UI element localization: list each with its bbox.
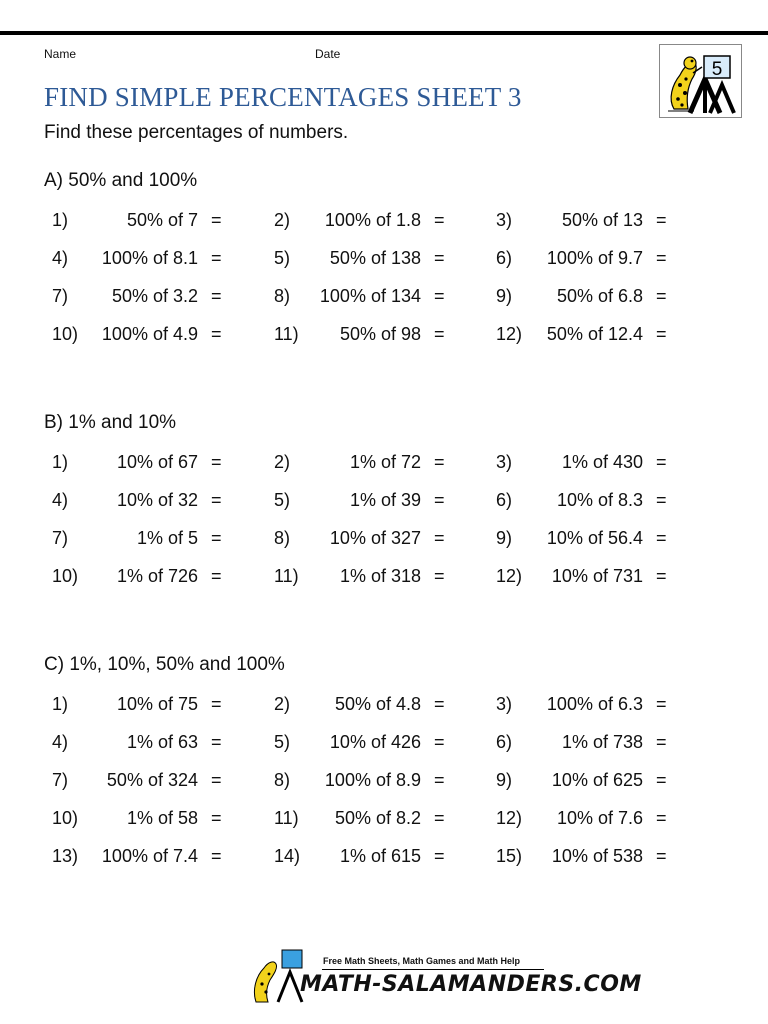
equals-sign: = bbox=[656, 324, 667, 344]
problem-row bbox=[0, 210, 768, 238]
problem-expression: 10% of 538 bbox=[551, 846, 643, 866]
problem-number: 9) bbox=[496, 770, 513, 790]
problem-expression: 100% of 134 bbox=[319, 286, 421, 306]
problem-number: 8) bbox=[274, 286, 291, 306]
problem-row bbox=[0, 566, 768, 594]
problem-number: 10) bbox=[52, 808, 79, 828]
equals-sign: = bbox=[211, 770, 222, 790]
problem-number: 2) bbox=[274, 694, 291, 714]
problem-row bbox=[0, 248, 768, 276]
problem-row bbox=[0, 490, 768, 518]
problem-expression: 10% of 56.4 bbox=[546, 528, 643, 548]
equals-sign: = bbox=[434, 248, 445, 268]
problem-number: 10) bbox=[52, 324, 79, 344]
logo-number: 5 bbox=[711, 59, 723, 80]
problem-number: 9) bbox=[496, 528, 513, 548]
problem-number: 11) bbox=[274, 324, 299, 344]
problem-expression: 1% of 318 bbox=[339, 566, 421, 586]
problem-number: 8) bbox=[274, 770, 291, 790]
problem-number: 6) bbox=[496, 732, 513, 752]
section-c-heading: C) 1%, 10%, 50% and 100% bbox=[44, 654, 285, 675]
equals-sign: = bbox=[656, 248, 667, 268]
equals-sign: = bbox=[211, 286, 222, 306]
problem-number: 9) bbox=[496, 286, 513, 306]
problem-number: 3) bbox=[496, 210, 513, 230]
problem-expression: 1% of 58 bbox=[126, 808, 198, 828]
problem-number: 13) bbox=[52, 846, 79, 866]
problem-expression: 50% of 13 bbox=[561, 210, 643, 230]
problem-number: 2) bbox=[274, 210, 291, 230]
equals-sign: = bbox=[656, 808, 667, 828]
equals-sign: = bbox=[211, 694, 222, 714]
equals-sign: = bbox=[434, 846, 445, 866]
problem-expression: 10% of 75 bbox=[116, 694, 198, 714]
equals-sign: = bbox=[434, 528, 445, 548]
problem-expression: 1% of 5 bbox=[136, 528, 198, 548]
footer-divider bbox=[322, 969, 544, 970]
problem-expression: 10% of 7.6 bbox=[556, 808, 643, 828]
problem-number: 10) bbox=[52, 566, 79, 586]
problem-number: 1) bbox=[52, 694, 69, 714]
problem-expression: 100% of 9.7 bbox=[546, 248, 643, 268]
problem-expression: 10% of 32 bbox=[116, 490, 198, 510]
problem-number: 8) bbox=[274, 528, 291, 548]
problem-number: 1) bbox=[52, 452, 69, 472]
salamander-logo bbox=[659, 44, 742, 118]
problem-row bbox=[0, 770, 768, 798]
problem-row bbox=[0, 694, 768, 722]
equals-sign: = bbox=[434, 566, 445, 586]
equals-sign: = bbox=[211, 490, 222, 510]
problem-number: 7) bbox=[52, 770, 69, 790]
problem-expression: 50% of 8.2 bbox=[334, 808, 421, 828]
equals-sign: = bbox=[656, 732, 667, 752]
problem-number: 12) bbox=[496, 324, 523, 344]
equals-sign: = bbox=[656, 286, 667, 306]
equals-sign: = bbox=[656, 452, 667, 472]
problem-number: 11) bbox=[274, 566, 299, 586]
problem-expression: 100% of 8.1 bbox=[101, 248, 198, 268]
equals-sign: = bbox=[434, 732, 445, 752]
equals-sign: = bbox=[211, 846, 222, 866]
problem-expression: 50% of 98 bbox=[339, 324, 421, 344]
problem-expression: 10% of 8.3 bbox=[556, 490, 643, 510]
problem-number: 5) bbox=[274, 490, 291, 510]
problem-row bbox=[0, 528, 768, 556]
problem-number: 7) bbox=[52, 528, 69, 548]
problem-expression: 10% of 625 bbox=[551, 770, 643, 790]
footer-tagline: Free Math Sheets, Math Games and Math Help bbox=[323, 956, 521, 966]
problem-number: 12) bbox=[496, 566, 523, 586]
equals-sign: = bbox=[656, 770, 667, 790]
equals-sign: = bbox=[656, 846, 667, 866]
problem-expression: 10% of 731 bbox=[551, 566, 643, 586]
problem-expression: 10% of 67 bbox=[116, 452, 198, 472]
problem-expression: 1% of 726 bbox=[116, 566, 198, 586]
equals-sign: = bbox=[434, 324, 445, 344]
problem-expression: 100% of 1.8 bbox=[324, 210, 421, 230]
instructions: Find these percentages of numbers. bbox=[44, 122, 349, 143]
equals-sign: = bbox=[656, 210, 667, 230]
problem-expression: 100% of 7.4 bbox=[101, 846, 198, 866]
equals-sign: = bbox=[211, 528, 222, 548]
date-label: Date bbox=[315, 47, 341, 61]
problem-number: 3) bbox=[496, 452, 513, 472]
section-a-heading: A) 50% and 100% bbox=[44, 170, 198, 191]
problem-number: 12) bbox=[496, 808, 523, 828]
problem-expression: 1% of 430 bbox=[561, 452, 643, 472]
problem-expression: 10% of 426 bbox=[329, 732, 421, 752]
equals-sign: = bbox=[434, 286, 445, 306]
problem-expression: 1% of 39 bbox=[349, 490, 421, 510]
problem-expression: 50% of 324 bbox=[106, 770, 198, 790]
salamander-icon bbox=[660, 45, 741, 117]
problem-expression: 100% of 6.3 bbox=[546, 694, 643, 714]
equals-sign: = bbox=[211, 808, 222, 828]
problem-expression: 50% of 6.8 bbox=[556, 286, 643, 306]
problem-row bbox=[0, 324, 768, 352]
problem-number: 2) bbox=[274, 452, 291, 472]
equals-sign: = bbox=[211, 732, 222, 752]
equals-sign: = bbox=[211, 566, 222, 586]
problem-row bbox=[0, 732, 768, 760]
problem-row bbox=[0, 286, 768, 314]
equals-sign: = bbox=[656, 528, 667, 548]
problem-number: 4) bbox=[52, 490, 69, 510]
section-b-heading: B) 1% and 10% bbox=[44, 412, 177, 433]
problem-expression: 50% of 4.8 bbox=[334, 694, 421, 714]
problem-number: 7) bbox=[52, 286, 69, 306]
equals-sign: = bbox=[211, 248, 222, 268]
problem-number: 15) bbox=[496, 846, 523, 866]
problem-expression: 50% of 3.2 bbox=[111, 286, 198, 306]
equals-sign: = bbox=[211, 210, 222, 230]
equals-sign: = bbox=[434, 808, 445, 828]
equals-sign: = bbox=[211, 452, 222, 472]
problem-number: 5) bbox=[274, 248, 291, 268]
problem-row bbox=[0, 808, 768, 836]
problem-expression: 1% of 738 bbox=[561, 732, 643, 752]
problem-expression: 50% of 12.4 bbox=[546, 324, 643, 344]
problem-number: 14) bbox=[274, 846, 301, 866]
problem-expression: 1% of 615 bbox=[339, 846, 421, 866]
equals-sign: = bbox=[211, 324, 222, 344]
footer-brand: MATH-SALAMANDERS.COM bbox=[300, 972, 642, 997]
problem-row bbox=[0, 846, 768, 874]
problem-number: 1) bbox=[52, 210, 69, 230]
equals-sign: = bbox=[656, 490, 667, 510]
equals-sign: = bbox=[434, 490, 445, 510]
problem-number: 6) bbox=[496, 490, 513, 510]
problem-number: 5) bbox=[274, 732, 291, 752]
problem-expression: 1% of 72 bbox=[349, 452, 421, 472]
problem-row bbox=[0, 452, 768, 480]
problem-expression: 50% of 7 bbox=[126, 210, 198, 230]
problem-expression: 100% of 4.9 bbox=[101, 324, 198, 344]
equals-sign: = bbox=[434, 694, 445, 714]
top-rule bbox=[0, 31, 768, 35]
equals-sign: = bbox=[656, 694, 667, 714]
page-title: FIND SIMPLE PERCENTAGES SHEET 3 bbox=[44, 82, 522, 112]
equals-sign: = bbox=[434, 770, 445, 790]
equals-sign: = bbox=[434, 452, 445, 472]
problem-expression: 100% of 8.9 bbox=[324, 770, 421, 790]
problem-number: 6) bbox=[496, 248, 513, 268]
problem-number: 3) bbox=[496, 694, 513, 714]
name-label: Name bbox=[44, 47, 77, 61]
equals-sign: = bbox=[656, 566, 667, 586]
equals-sign: = bbox=[434, 210, 445, 230]
problem-number: 4) bbox=[52, 732, 69, 752]
problem-expression: 50% of 138 bbox=[329, 248, 421, 268]
problem-number: 4) bbox=[52, 248, 69, 268]
problem-number: 11) bbox=[274, 808, 299, 828]
problem-expression: 10% of 327 bbox=[329, 528, 421, 548]
problem-expression: 1% of 63 bbox=[126, 732, 198, 752]
